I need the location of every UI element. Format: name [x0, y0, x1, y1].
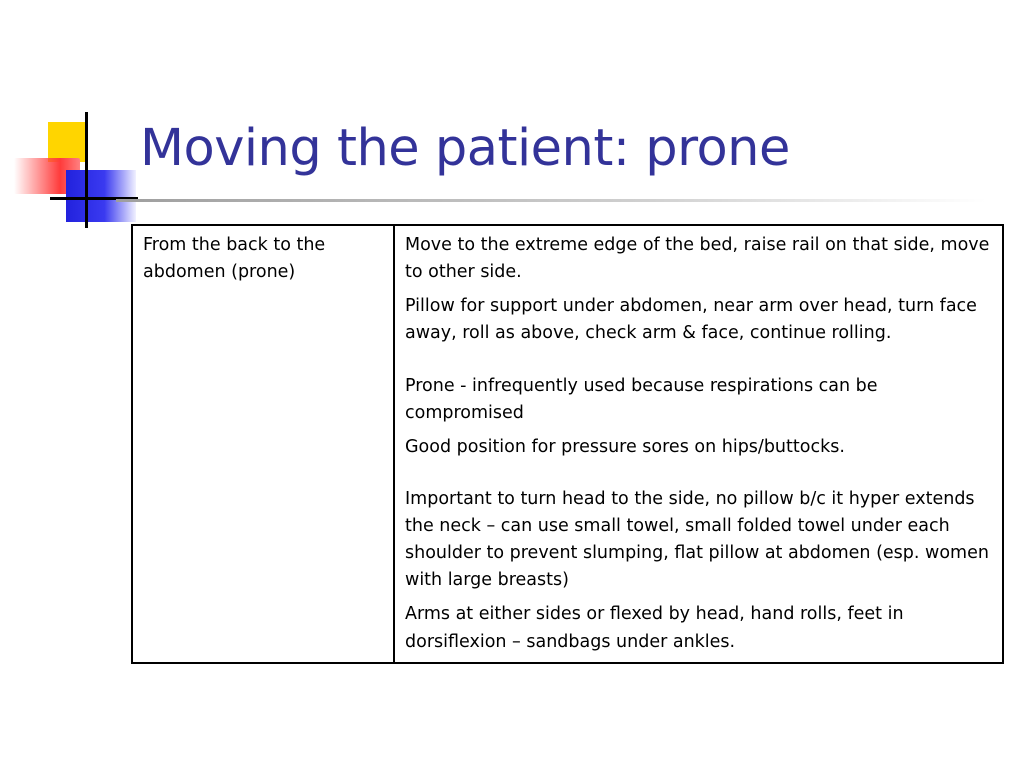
- paragraph: Important to turn head to the side, no pillow b/c it hyper extends the neck – can use small towel, small folded towel under each shoulder to prevent slumping, flat pillow at abdomen (esp. women with large breasts): [405, 488, 989, 591]
- blank-line: [405, 355, 994, 373]
- paragraph: Pillow for support under abdomen, near arm over head, turn face away, roll as above, check arm & face, continue rolling.: [405, 296, 977, 344]
- logo-blue-square: [66, 170, 136, 222]
- logo-vertical-line: [85, 112, 88, 228]
- title-underline: [116, 199, 986, 202]
- logo-yellow-square: [48, 122, 88, 162]
- row-label-cell: [132, 225, 394, 663]
- decorative-logo: [0, 0, 140, 240]
- slide-title: Moving the patient: prone: [140, 119, 790, 178]
- paragraph: Move to the extreme edge of the bed, raise rail on that side, move to other side.: [405, 235, 990, 283]
- blank-line: [405, 468, 994, 486]
- content-table: [131, 224, 1004, 664]
- paragraph: Good position for pressure sores on hips/buttocks.: [405, 436, 845, 457]
- row-label: From the back to the abdomen (prone): [143, 235, 326, 283]
- table-row: [132, 225, 1003, 663]
- paragraph: Arms at either sides or flexed by head, hand rolls, feet in dorsiflexion – sandbags under ankles.: [405, 604, 904, 652]
- row-content-cell: [394, 225, 1003, 663]
- paragraph: Prone - infrequently used because respirations can be compromised: [405, 375, 878, 423]
